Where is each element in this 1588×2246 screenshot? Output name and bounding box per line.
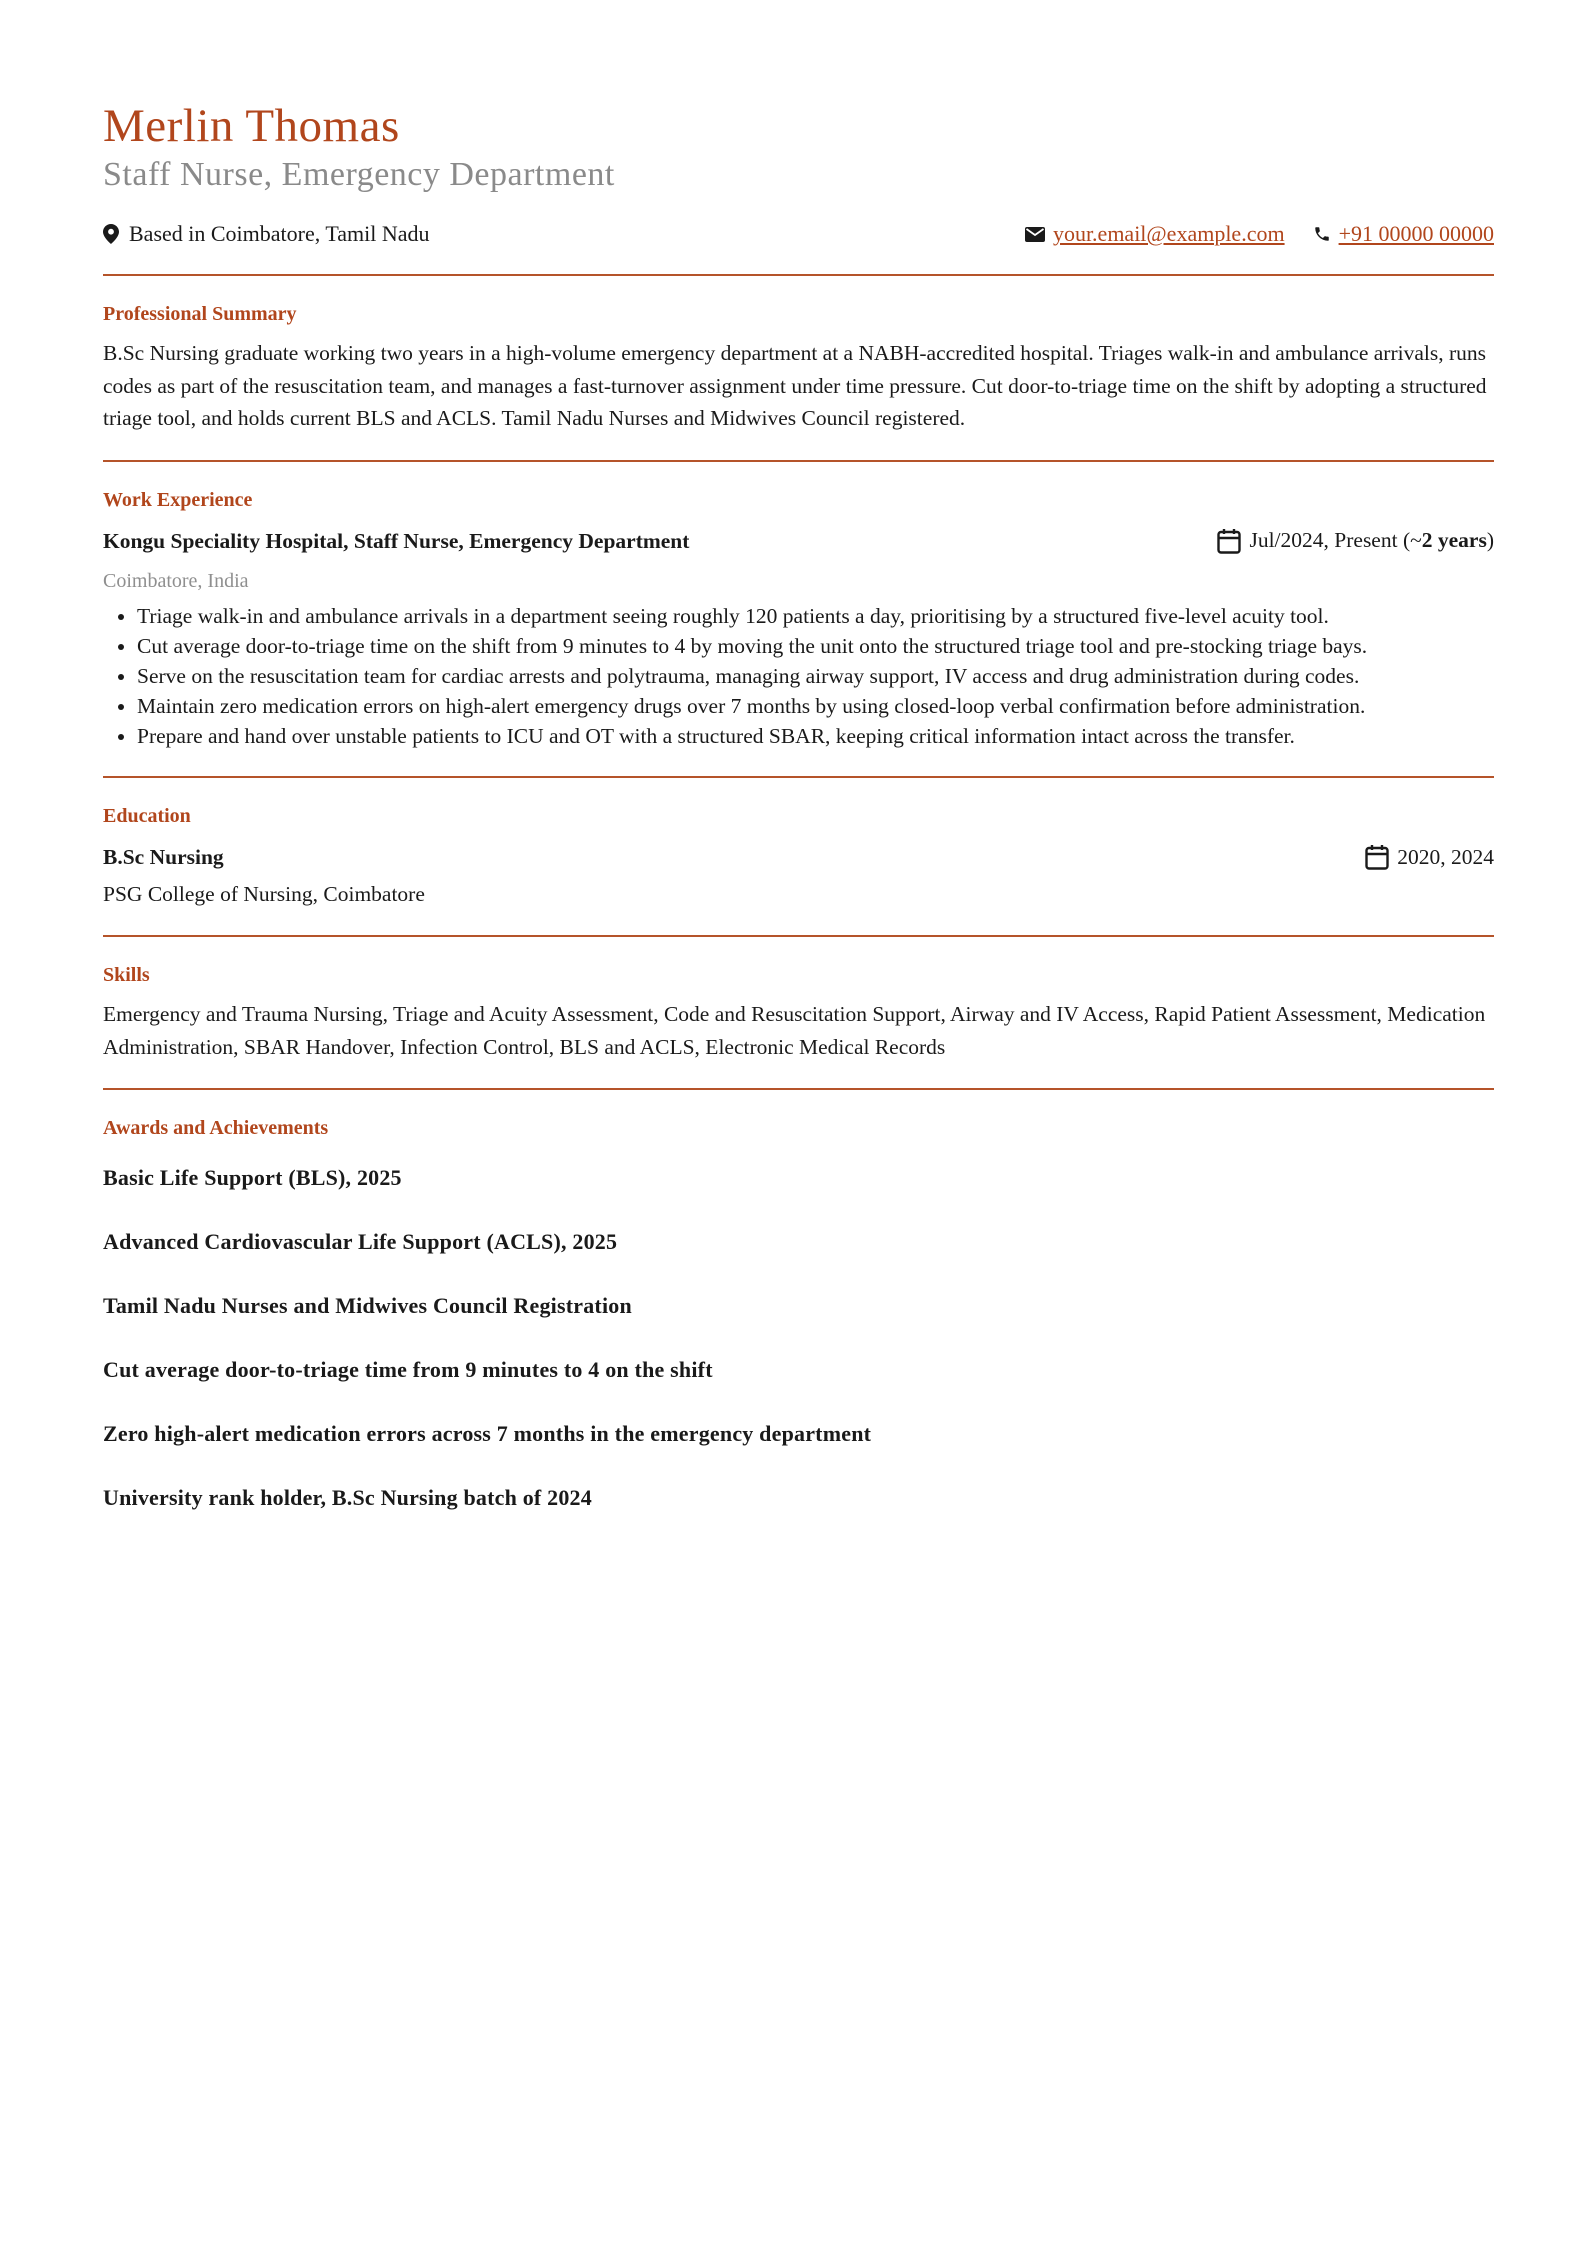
section-heading: Professional Summary [103, 303, 297, 325]
job-duration: 2 years [1421, 528, 1487, 553]
divider [103, 1088, 1494, 1090]
job-dates [1217, 528, 1494, 554]
list-item: • Maintain zero medication errors on high-alert emergency drugs over 7 months by using closed-loop verbal confirmation before administration. [137, 691, 1494, 721]
divider [103, 776, 1494, 778]
candidate-name: Merlin Thomas [103, 100, 400, 152]
award-item: Basic Life Support (BLS), 2025 [103, 1165, 402, 1190]
calendar-icon [1217, 528, 1241, 554]
section-heading: Awards and Achievements [103, 1117, 329, 1139]
phone-item [1313, 220, 1494, 248]
list-item: • Triage walk-in and ambulance arrivals in a department seeing roughly 120 patients a day, prioritising by a structured five-level acuity tool. [137, 601, 1494, 631]
job-location: Coimbatore, India [103, 570, 249, 592]
skills-text: Emergency and Trauma Nursing, Triage and Acuity Assessment, Code and Resuscitation Support, Airway and IV Access, Rapid Patient Assessment, Medication Administration, SBAR Handover, Infection Control, BLS and ACLS, Electronic Medical Records [103, 1002, 1486, 1059]
list-item: • Prepare and hand over unstable patients to ICU and OT with a structured SBAR, keeping critical information intact across the transfer. [137, 721, 1494, 751]
location-block [103, 220, 430, 248]
email-link[interactable]: your.email@example.com [1052, 221, 1285, 246]
section-heading: Work Experience [103, 488, 253, 511]
job-bullets [103, 601, 1494, 751]
list-item: • Cut average door-to-triage time on the shift from 9 minutes to 4 by moving the unit onto the structured triage tool and pre-stocking triage bays. [137, 631, 1494, 661]
award-item: Tamil Nadu Nurses and Midwives Council Registration [103, 1293, 632, 1318]
job-role: Kongu Speciality Hospital, Staff Nurse, Emergency Department [103, 528, 690, 553]
education-dates-text: 2020, 2024 [1397, 844, 1494, 869]
job-dates-close: ) [1486, 528, 1494, 553]
section-heading: Education [103, 805, 191, 827]
award-item: University rank holder, B.Sc Nursing batch of 2024 [103, 1485, 592, 1510]
awards-section [103, 1115, 1494, 1513]
award-item: Cut average door-to-triage time from 9 minutes to 4 on the shift [103, 1357, 713, 1382]
award-item: Zero high-alert medication errors across 7 months in the emergency department [103, 1421, 872, 1446]
education-dates [1365, 844, 1494, 870]
education-header [103, 841, 1494, 874]
school: PSG College of Nursing, Coimbatore [103, 881, 425, 906]
divider [103, 935, 1494, 937]
award-item: Advanced Cardiovascular Life Support (ACLS), 2025 [103, 1229, 618, 1254]
candidate-title: Staff Nurse, Emergency Department [103, 156, 615, 193]
contact-row [103, 220, 1494, 248]
degree: B.Sc Nursing [103, 845, 224, 869]
awards-list [103, 1163, 1494, 1513]
contact-links [997, 220, 1494, 248]
map-pin-icon [103, 224, 119, 244]
phone-icon [1313, 225, 1331, 243]
experience-section [103, 487, 1494, 752]
email-item [1025, 220, 1285, 248]
location-text: Based in Coimbatore, Tamil Nadu [129, 221, 430, 246]
list-item: • Serve on the resuscitation team for cardiac arrests and polytrauma, managing airway support, IV access and drug administration during codes. [137, 661, 1494, 691]
divider [103, 274, 1494, 276]
education-section [103, 803, 1494, 910]
job-header [103, 525, 1494, 558]
job-dates-text: Jul/2024, Present (~ [1249, 528, 1422, 553]
summary-text: B.Sc Nursing graduate working two years in a high-volume emergency department at a NABH-accredited hospital. Triages walk-in and ambulance arrivals, runs codes as part of the resuscitation team, and manages a fast-turnover assignment under time pressure. Cut door-to-triage time on the shift by adopting a structured triage tool, and holds current BLS and ACLS. Tamil Nadu Nurses and Midwives Council registered. [103, 341, 1487, 430]
divider [103, 460, 1494, 462]
section-heading: Skills [103, 964, 150, 986]
summary-section [103, 301, 1494, 435]
resume-page [103, 98, 1494, 1547]
skills-section [103, 962, 1494, 1063]
envelope-icon [1025, 227, 1045, 242]
calendar-icon [1365, 844, 1389, 870]
phone-link[interactable]: +91 00000 00000 [1338, 221, 1494, 246]
